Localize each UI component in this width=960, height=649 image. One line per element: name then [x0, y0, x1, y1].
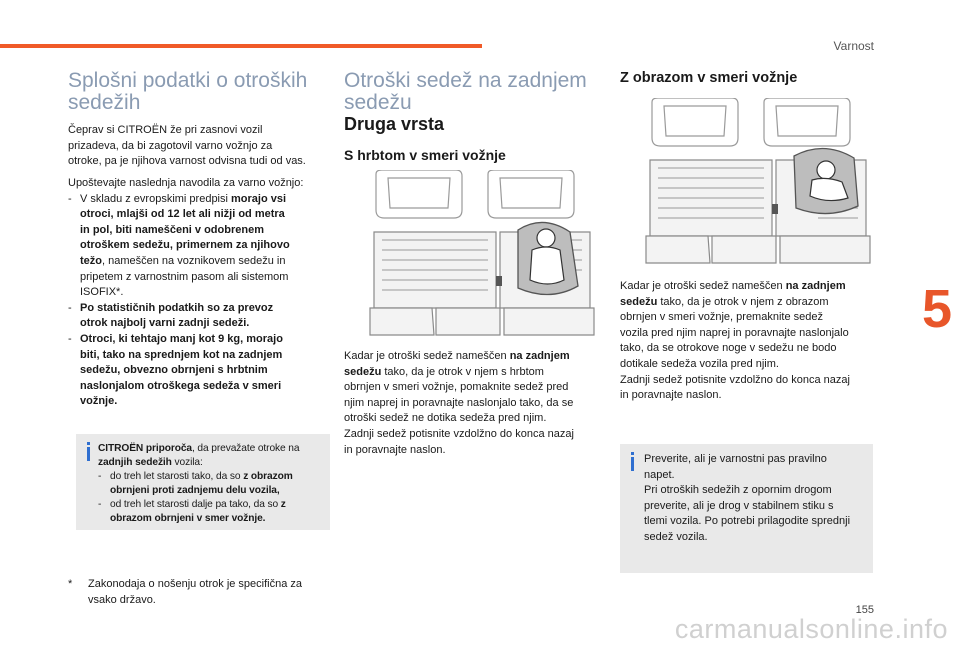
general-title: Splošni podatki o otroških sedežih: [68, 69, 308, 114]
section-name: Varnost: [833, 39, 874, 53]
intro-paragraph: Čeprav si CITROËN že pri zasnovi vozil prizadeva, da bi zagotovil varno vožnjo za otroke, pa je njihova varnost odvisna tudi od vas.: [68, 124, 306, 168]
heading-rear-facing: S hrbtom v smeri vožnje: [344, 147, 506, 163]
header-accent-bar: [0, 44, 482, 48]
list-item: - do treh let starosti tako, da so z obrazom obrnjeni proti zadnjemu delu vozila,: [98, 471, 293, 496]
list-item: - Po statističnih podatkih so za prevoz otrok najbolj varni zadnji sedeži.: [68, 301, 274, 330]
heading-forward-facing: Z obrazom v smeri vožnje: [620, 70, 798, 86]
info-icon: [85, 442, 92, 461]
list-item: - V skladu z evropskimi predpisi morajo vsi otroci, mlajši od 12 let ali nižji od metra in pol, biti nameščeni v odobrenem otroškem sedežu, primernem za njihovo težo, nameščen na voznikovem sedežu in pripetem z varnostnim pasom ali sistemom ISOFIX*.: [68, 192, 290, 299]
list-item: - od treh let starosti dalje pa tako, da so z obrazom obrnjeni v smer vožnje.: [98, 499, 286, 524]
watermark: carmanualsonline.info: [674, 614, 948, 644]
advice-list: Upoštevajte naslednja navodila za varno vožnjo: - V skladu z evropskimi predpisi morajo vsi otroci, mlajši od 12 let ali nižji od metra in pol, biti nameščeni v odobrenem otroškem sedežu, primernem za njihovo težo, nameščen na voznikovem sedežu in pripetem z varnostnim pasom ali sistemom ISOFIX*. - Po statističnih podatkih so za prevoz otrok najbolj varni zadnji sedeži. - Otroci, ki tehtajo manj kot 9 kg, morajo biti, tako na sprednjem kot na zadnjem sedežu, obvezno obrnjeni s hrbtnim naslonjalom otroškega sedeža v smeri vožnje.: [68, 176, 328, 410]
subtitle-second-row: Druga vrsta: [344, 114, 445, 134]
footnote: * Zakonodaja o nošenju otrok je specifična za vsako državo.: [68, 578, 303, 606]
rear-seat-title: Otroški sedež na zadnjem sedežu: [344, 69, 587, 114]
rear-facing-paragraph: Kadar je otroški sedež nameščen na zadnjem sedežu tako, da je otrok v njem s hrbtom obrnjen v smeri vožnje, pomaknite sedež pred njim naprej in poravnajte naslonjalo tako, da se otroški sedež ne dotika sedeža pred njim. Zadnji sedež potisnite vzdolžno do konca nazaj in poravnajte naslon.: [344, 350, 574, 456]
chapter-number: 5: [921, 279, 952, 339]
rear-facing-seat-illustration: [368, 170, 598, 340]
info-box-recommendation: CITROËN priporoča, da prevažate otroke na zadnjih sedežih vozila: - do treh let starosti tako, da so z obrazom obrnjeni proti zadnjemu delu vozila, - od treh let starosti dalje pa tako, da so z obrazom obrnjeni v smer vožnje.: [76, 434, 330, 530]
forward-facing-seat-illustration: [644, 98, 874, 268]
page-number: 155: [855, 604, 874, 616]
forward-facing-paragraph: Kadar je otroški sedež nameščen na zadnjem sedežu tako, da je otrok v njem z obrazom obrnjen v smeri vožnje, premaknite sedež vozila pred njim naprej in poravnajte naslonjalo tako, da se otrokove noge v sedežu ne bodo dotikale sedeža vozila pred njim. Zadnji sedež potisnite vzdolžno do konca nazaj in poravnajte naslon.: [620, 280, 850, 402]
info-box-check-belt: Preverite, ali je varnostni pas pravilno napet. Pri otroških sedežih z opornim drogom preverite, ali je drog v stabilnem stiku s tlemi vozila. Po potrebi prilagodite sprednji sedež vozila.: [620, 444, 873, 573]
info-icon: [629, 452, 636, 471]
list-item: - Otroci, ki tehtajo manj kot 9 kg, morajo biti, tako na sprednjem kot na zadnjem sedežu, obvezno obrnjeni s hrbtnim naslonjalom otroškega sedeža v smeri vožnje.: [68, 332, 283, 408]
